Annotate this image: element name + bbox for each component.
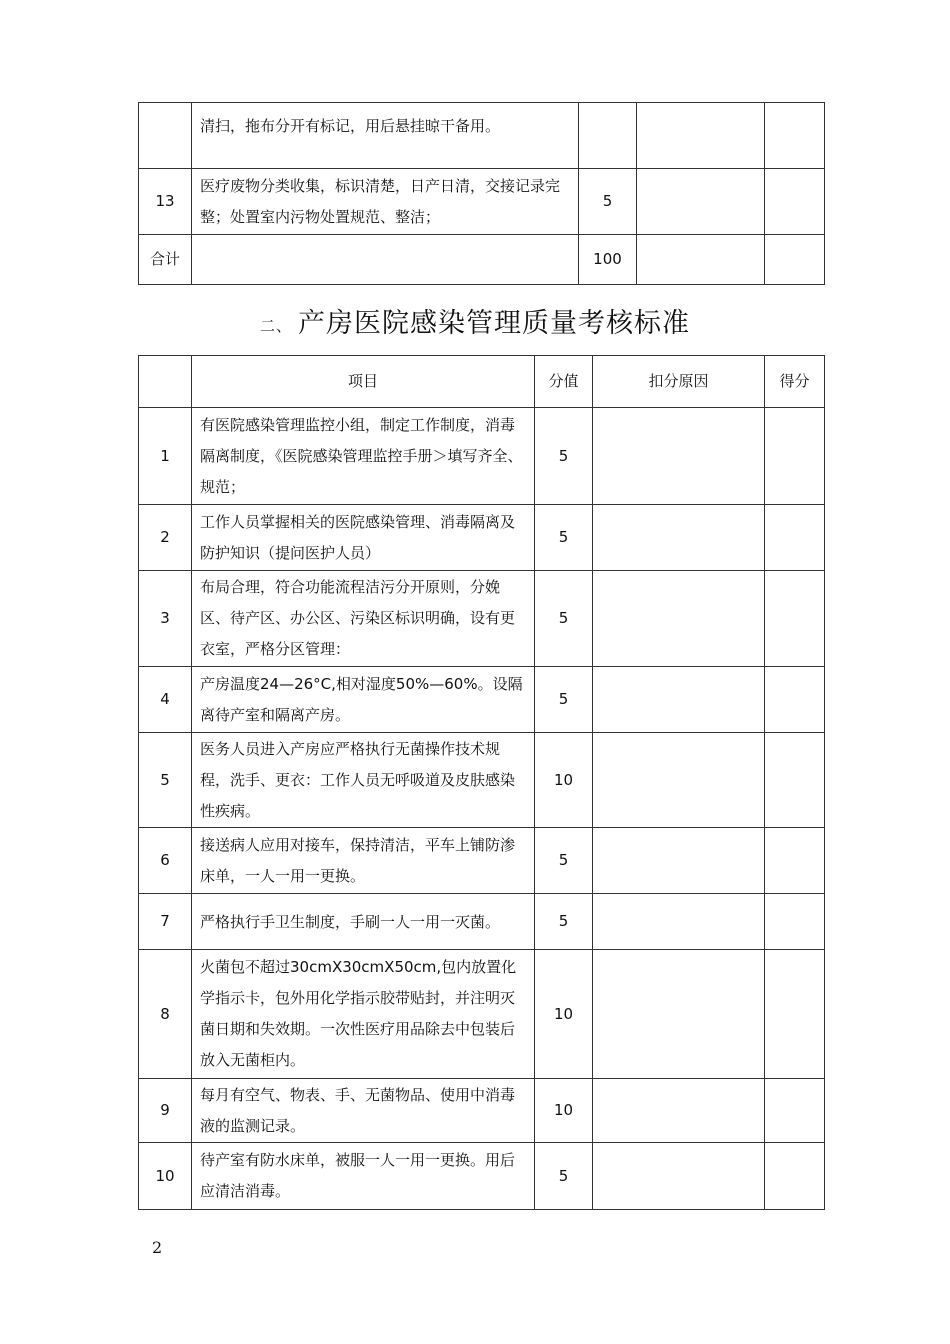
score-cell: 5 — [535, 505, 593, 571]
total-label: 合计 — [139, 235, 192, 285]
score-cell: 5 — [535, 408, 593, 505]
row-number — [139, 103, 192, 169]
item-text: 接送病人应用对接车，保持清洁，平车上铺防渗床单，一人一用一更换。 — [192, 828, 535, 894]
score-cell: 5 — [535, 571, 593, 667]
score-cell: 5 — [535, 828, 593, 894]
earned-score-cell — [765, 505, 825, 571]
row-number: 4 — [139, 667, 192, 733]
table-row — [139, 1143, 825, 1210]
section-heading — [0, 302, 950, 346]
table-row — [139, 667, 825, 733]
score-cell: 10 — [535, 950, 593, 1079]
table-row — [139, 950, 825, 1079]
deduction-reason-cell — [593, 733, 765, 828]
score-cell — [579, 103, 637, 169]
item-text: 待产室有防水床单，被服一人一用一更换。用后应清洁消毒。 — [192, 1143, 535, 1210]
table-row — [139, 828, 825, 894]
score-cell: 5 — [535, 1143, 593, 1210]
total-row — [139, 235, 825, 285]
row-number: 5 — [139, 733, 192, 828]
earned-score-cell — [765, 667, 825, 733]
score-cell: 5 — [579, 169, 637, 235]
earned-score-cell — [765, 894, 825, 950]
section-title: 产房医院感染管理质量考核标准 — [298, 308, 690, 339]
deduction-reason-cell — [593, 571, 765, 667]
item-text — [192, 235, 579, 285]
table-row — [139, 169, 825, 235]
header-no — [139, 356, 192, 408]
earned-score-cell — [765, 1143, 825, 1210]
row-number: 10 — [139, 1143, 192, 1210]
table-row — [139, 103, 825, 169]
header-earned-score: 得分 — [765, 356, 825, 408]
earned-score-cell — [765, 1079, 825, 1143]
deduction-reason-cell — [593, 1143, 765, 1210]
item-text: 产房温度24—26°C,相对湿度50%—60%。设隔离待产室和隔离产房。 — [192, 667, 535, 733]
score-cell: 5 — [535, 667, 593, 733]
deduction-reason-cell — [593, 1079, 765, 1143]
earned-score-cell — [765, 169, 825, 235]
item-text: 严格执行手卫生制度，手刷一人一用一灭菌。 — [192, 894, 535, 950]
header-deduction-reason: 扣分原因 — [593, 356, 765, 408]
total-score: 100 — [579, 235, 637, 285]
row-number: 7 — [139, 894, 192, 950]
item-text: 布局合理，符合功能流程洁污分开原则，分娩区、待产区、办公区、污染区标识明确，设有更衣室，严格分区管理： — [192, 571, 535, 667]
table-row — [139, 1079, 825, 1143]
score-cell: 5 — [535, 894, 593, 950]
row-number: 9 — [139, 1079, 192, 1143]
item-text: 清扫，拖布分开有标记，用后悬挂晾干备用。 — [192, 103, 579, 169]
item-text: 医务人员进入产房应严格执行无菌操作技术规程，洗手、更衣：工作人员无呼吸道及皮肤感染性疾病。 — [192, 733, 535, 828]
row-number: 3 — [139, 571, 192, 667]
deduction-reason-cell — [637, 169, 765, 235]
page-number: 2 — [152, 1238, 163, 1257]
table-row — [139, 894, 825, 950]
deduction-reason-cell — [593, 950, 765, 1079]
table-row — [139, 505, 825, 571]
item-text: 医疗废物分类收集，标识清楚，日产日清，交接记录完整；处置室内污物处置规范、整洁； — [192, 169, 579, 235]
table-row — [139, 571, 825, 667]
item-text: 有医院感染管理监控小组，制定工作制度，消毒隔离制度，《医院感染管理监控手册＞填写齐全、规范； — [192, 408, 535, 505]
earned-score-cell — [765, 235, 825, 285]
earned-score-cell — [765, 571, 825, 667]
row-number: 2 — [139, 505, 192, 571]
row-number: 13 — [139, 169, 192, 235]
deduction-reason-cell — [593, 894, 765, 950]
header-score: 分值 — [535, 356, 593, 408]
deduction-reason-cell — [593, 408, 765, 505]
score-cell: 10 — [535, 1079, 593, 1143]
deduction-reason-cell — [593, 505, 765, 571]
item-text: 工作人员掌握相关的医院感染管理、消毒隔离及防护知识（提问医护人员） — [192, 505, 535, 571]
deduction-reason-cell — [637, 235, 765, 285]
section-number: 二、 — [259, 317, 292, 335]
header-item: 项目 — [192, 356, 535, 408]
deduction-reason-cell — [593, 828, 765, 894]
score-cell: 10 — [535, 733, 593, 828]
continued-table — [138, 102, 825, 285]
assessment-table — [138, 355, 825, 1210]
item-text: 每月有空气、物表、手、无菌物品、使用中消毒液的监测记录。 — [192, 1079, 535, 1143]
table-header-row — [139, 356, 825, 408]
row-number: 6 — [139, 828, 192, 894]
table-row — [139, 733, 825, 828]
earned-score-cell — [765, 408, 825, 505]
earned-score-cell — [765, 103, 825, 169]
deduction-reason-cell — [593, 667, 765, 733]
row-number: 8 — [139, 950, 192, 1079]
earned-score-cell — [765, 950, 825, 1079]
row-number: 1 — [139, 408, 192, 505]
earned-score-cell — [765, 828, 825, 894]
item-text: 火菌包不超过30cmX30cmX50cm,包内放置化学指示卡，包外用化学指示胶带贴封，并注明灭菌日期和失效期。一次性医疗用品除去中包装后放入无菌柜内。 — [192, 950, 535, 1079]
table-row — [139, 408, 825, 505]
deduction-reason-cell — [637, 103, 765, 169]
earned-score-cell — [765, 733, 825, 828]
